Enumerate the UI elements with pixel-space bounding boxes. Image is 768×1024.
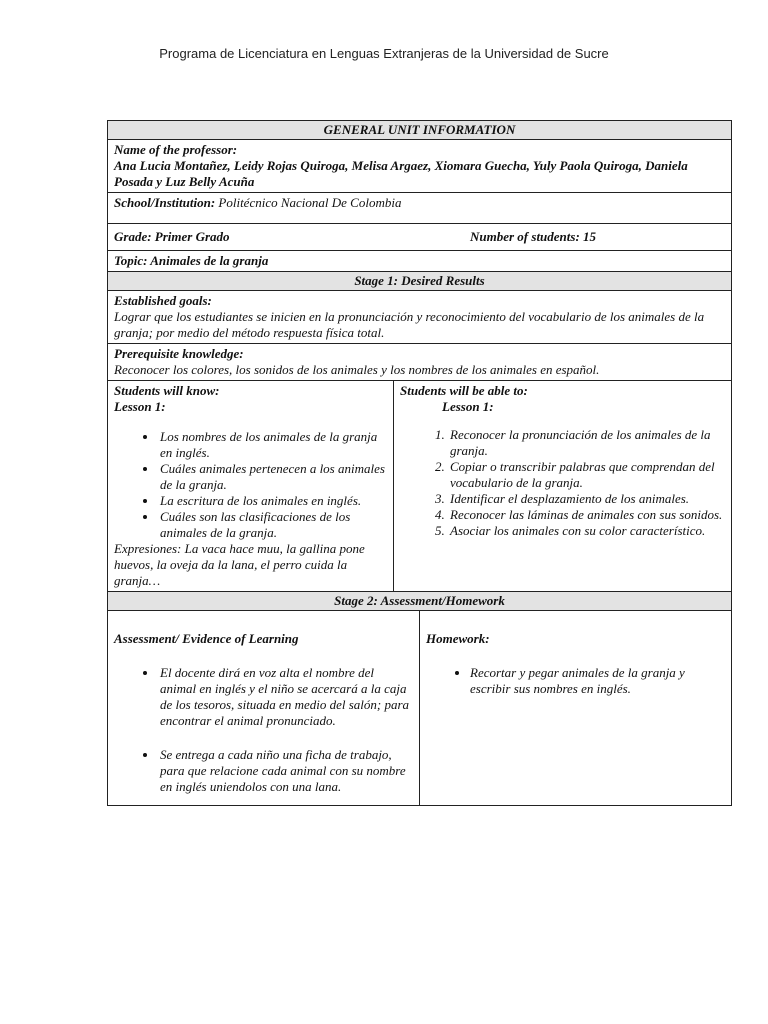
able-item: 4. Reconocer las láminas de animales con sus sonidos.	[448, 507, 725, 523]
assessment-cell	[108, 611, 420, 806]
prereq-cell	[108, 344, 732, 381]
professor-names: Ana Lucia Montañez, Leidy Rojas Quiroga, Melisa Argaez, Xiomara Guecha, Yuly Paola Quiroga, Daniela Posada y Luz Belly Acuña	[114, 158, 688, 189]
assessment-item: • El docente dirá en voz alta el nombre del animal en inglés y el niño se acercará a la caja de los tesoros, situada en medio del salón; para encontrar el animal pronunciado.	[158, 665, 413, 729]
stage2-heading: Stage 2: Assessment/Homework	[108, 592, 732, 611]
unit-plan-table	[107, 120, 732, 806]
able-item: 3. Identificar el desplazamiento de los animales.	[448, 491, 725, 507]
homework-list	[426, 665, 725, 697]
know-item: • La escritura de los animales en inglés.	[158, 493, 387, 509]
school-value: Politécnico Nacional De Colombia	[215, 195, 402, 210]
able-item: 1. Reconocer la pronunciación de los animales de la granja.	[448, 427, 725, 459]
know-lesson: Lesson 1:	[114, 399, 166, 414]
know-item: • Los nombres de los animales de la granja en inglés.	[158, 429, 387, 461]
assessment-list	[114, 665, 413, 795]
goals-label: Established goals:	[114, 293, 212, 308]
assessment-item: • Se entrega a cada niño una ficha de trabajo, para que relacione cada animal con su nombre en inglés uniendolos con una lana.	[158, 747, 413, 795]
homework-label: Homework:	[426, 631, 490, 646]
able-label: Students will be able to:	[400, 383, 528, 398]
know-expressions: Expresiones: La vaca hace muu, la gallina pone huevos, la oveja da la lana, el perro cuida la granja…	[114, 541, 365, 588]
homework-item: • Recortar y pegar animales de la granja y escribir sus nombres en inglés.	[470, 665, 725, 697]
able-item: 5. Asociar los animales con su color característico.	[448, 523, 725, 539]
prereq-label: Prerequisite knowledge:	[114, 346, 244, 361]
students-count: Number of students: 15	[470, 229, 597, 244]
able-lesson: Lesson 1:	[442, 399, 494, 414]
students-know-cell	[108, 381, 394, 592]
school-label: School/Institution:	[114, 195, 216, 210]
prereq-text: Reconocer los colores, los sonidos de los animales y los nombres de los animales en español.	[114, 362, 600, 377]
professor-cell	[108, 140, 732, 193]
students-able-cell	[394, 381, 732, 592]
goals-cell	[108, 291, 732, 344]
know-item: • Cuáles son las clasificaciones de los animales de la granja.	[158, 509, 387, 541]
able-list	[400, 427, 725, 539]
homework-cell	[420, 611, 732, 806]
know-item: • Cuáles animales pertenecen a los animales de la granja.	[158, 461, 387, 493]
assessment-label: Assessment/ Evidence of Learning	[114, 631, 299, 646]
grade-cell	[108, 224, 732, 251]
topic-cell: Topic: Animales de la granja	[108, 251, 732, 272]
professor-label: Name of the professor:	[114, 142, 238, 157]
able-item: 2. Copiar o transcribir palabras que comprendan del vocabulario de la granja.	[448, 459, 725, 491]
page-header: Programa de Licenciatura en Lenguas Extranjeras de la Universidad de Sucre	[159, 46, 609, 61]
know-list	[114, 429, 387, 541]
grade-value: Grade: Primer Grado	[114, 229, 230, 244]
goals-text: Lograr que los estudiantes se inicien en la pronunciación y reconocimiento del vocabulario de los animales de la granja; por medio del método respuesta física total.	[114, 309, 705, 340]
stage1-heading: Stage 1: Desired Results	[108, 272, 732, 291]
general-info-heading: GENERAL UNIT INFORMATION	[108, 121, 732, 140]
know-label: Students will know:	[114, 383, 220, 398]
school-cell	[108, 193, 732, 224]
